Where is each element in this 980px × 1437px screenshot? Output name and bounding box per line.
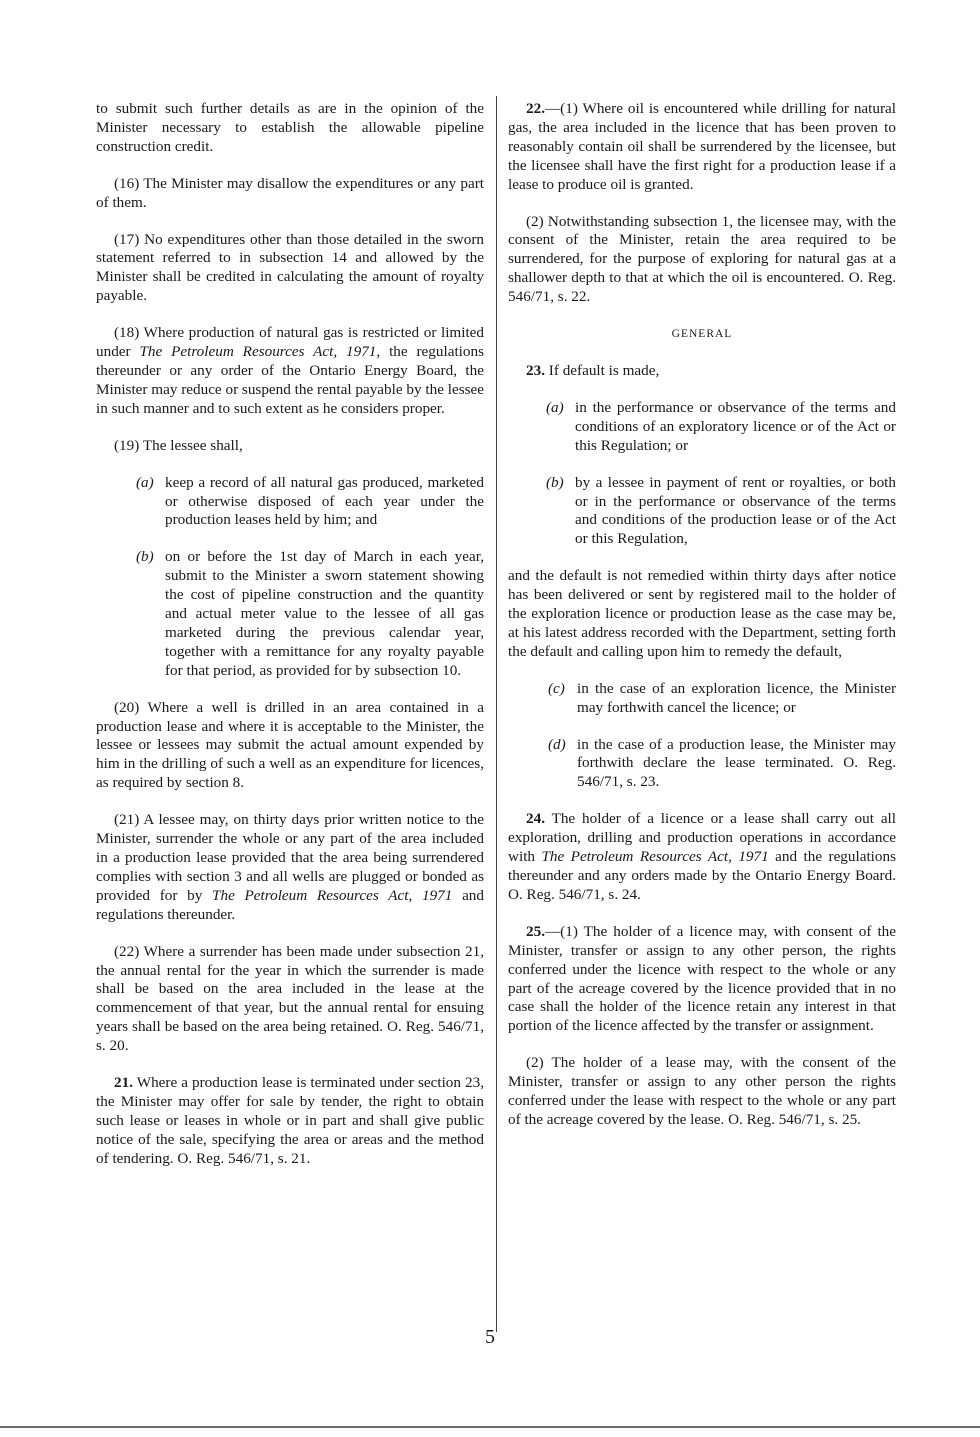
section-23 (508, 362, 896, 381)
clause-text: in the case of a production lease, the Minister may forthwith declare the lease terminated. O. Reg. 546/71, s. 23. (577, 735, 896, 791)
bottom-rule (0, 1426, 980, 1428)
section-number: 25. (526, 922, 545, 940)
subsection-21-text-b: and regulations thereunder. (96, 886, 484, 923)
clause-23a (508, 399, 896, 456)
section-22-subsection-2: (2) Notwithstanding subsection 1, the licensee may, with the consent of the Minister, retain the area required to be surrendered, for the purpose of exploring for natural gas at a shallower depth to that at which the oil is encountered. O. Reg. 546/71, s. 22. (508, 212, 896, 306)
act-title: The Petroleum Resources Act, 1971 (139, 343, 377, 361)
section-number: 24. (526, 810, 545, 828)
clause-19a (96, 474, 484, 531)
section-21-text: Where a production lease is terminated under section 23, the Minister may offer for sale by tender, the right to obtain such lease or leases in whole or in part and shall give public notice of the sale, specifying the area or areas and the method of tendering. O. Reg. 546/71, s. 21. (96, 1074, 484, 1167)
section-22 (508, 100, 896, 195)
clause-23d (508, 736, 896, 793)
section-25-text: —(1) The holder of a licence may, with consent of the Minister, transfer or assign to any other person, the rights conferred under the licence with respect to the whole or any part of the acreage covered by the licence provided that in no case shall the holder of the licence retain any interest in that portion of the licence affected by the transfer or assignment. (508, 922, 896, 1035)
clause-text: in the performance or observance of the terms and conditions of an exploratory licence or of the Act or this Regulation; or (575, 398, 896, 454)
subsection-20: (20) Where a well is drilled in an area contained in a production lease and where it is acceptable to the Minister, the lessee or lessees may submit the actual amount expended by him in the drilling of such a well as an expenditure for licences, as required by section 8. (96, 698, 484, 792)
section-21 (96, 1074, 484, 1169)
subsection-16: (16) The Minister may disallow the expenditures or any part of them. (96, 174, 484, 211)
section-number: 22. (526, 100, 545, 117)
subsection-18-text-b: , the regulations thereunder or any order of the Ontario Energy Board, the Minister may reduce or suspend the rental payable by the lessee in such manner and to such extent as he considers proper. (96, 343, 484, 417)
section-25-subsection-2: (2) The holder of a lease may, with the consent of the Minister, transfer or assign to any other person the rights conferred under the lease with respect to the whole or any part of the acreage covered by the lease. O. Reg. 546/71, s. 25. (508, 1054, 896, 1128)
clause-19b (96, 548, 484, 680)
subsection-21-text-a: (21) A lessee may, on thirty days prior written notice to the Minister, surrender the whole or any part of the area included in a production lease provided that the area being surrendered complies with section 3 and all wells are plugged or bonded as provided for by (96, 811, 484, 904)
act-title: The Petroleum Resources Act, 1971 (541, 848, 769, 866)
heading-general: GENERAL (671, 328, 733, 341)
section-23-text: If default is made, (544, 361, 660, 379)
clause-text: by a lessee in payment of rent or royalties, or both or in the performance or observance of the terms and conditions of the production lease or of the Act or this Regulation, (575, 473, 896, 548)
clause-text: keep a record of all natural gas produced, marketed or otherwise disposed of each year under the production leases held by him; and (165, 473, 484, 529)
subsection-19: (19) The lessee shall, (114, 436, 243, 454)
clause-label: (a) (546, 398, 564, 416)
subsection-22: (22) Where a surrender has been made under subsection 21, the annual rental for the year in which the surrender is made shall be based on the area included in the lease at the commencement of that year, but the annual rental for ensuing years shall be based on the area being retained. O. Reg. 546/71, s. 20. (96, 942, 484, 1055)
act-title: The Petroleum Resources Act, 1971 (212, 886, 453, 904)
clause-label: (b) (136, 548, 154, 566)
clause-23b (508, 474, 896, 550)
section-24-text-a: The holder of a licence or a lease shall carry out all exploration, drilling and production operations in accordance with (508, 810, 896, 866)
subsection-18-text-a: (18) Where production of natural gas is restricted or limited under (96, 324, 484, 361)
clause-text: in the case of an exploration licence, the Minister may forthwith cancel the licence; or (577, 679, 896, 716)
paragraph-continuation: to submit such further details as are in the opinion of the Minister necessary to establish the allowable pipeline construction credit. (96, 100, 484, 155)
section-22-text: —(1) Where oil is encountered while drilling for natural gas, the area included in the licence that has been proven to reasonably contain oil shall be surrendered by the licensee, but the licensee shall have the first right for a production lease if a lease to produce oil is granted. (508, 100, 896, 193)
clause-label: (b) (546, 473, 564, 491)
left-column (96, 100, 484, 1187)
clause-label: (a) (136, 473, 154, 491)
section-number: 23. (526, 361, 545, 379)
right-column (508, 100, 896, 1148)
page-number: 5 (485, 1326, 495, 1348)
section-24-text-b: and the regulations thereunder and any orders made by the Ontario Energy Board. O. Reg. 546/71, s. 24. (508, 848, 896, 903)
column-divider (496, 96, 497, 1332)
subsection-18 (96, 324, 484, 419)
clause-label: (c) (548, 679, 565, 697)
clause-label: (d) (548, 735, 566, 753)
section-number: 21. (114, 1074, 133, 1092)
section-23-continuation: and the default is not remedied within thirty days after notice has been delivered or sent by registered mail to the holder of the exploration licence or production lease as the case may be, at his latest address recorded with the Department, setting forth the default and calling upon him to remedy the default, (508, 567, 896, 660)
clause-text: on or before the 1st day of March in each year, submit to the Minister a sworn statement showing the cost of pipeline construction and the quantity and actual meter value to the lessee of all gas marketed during the previous calendar year, together with a remittance for any royalty payable for that period, as provided for by subsection 10. (165, 548, 484, 679)
subsection-21 (96, 811, 484, 924)
clause-23c (508, 680, 896, 718)
section-25 (508, 923, 896, 1036)
section-24 (508, 810, 896, 905)
subsection-17: (17) No expenditures other than those detailed in the sworn statement referred to in subsection 14 and allowed by the Minister shall be credited in calculating the amount of royalty payable. (96, 230, 484, 305)
